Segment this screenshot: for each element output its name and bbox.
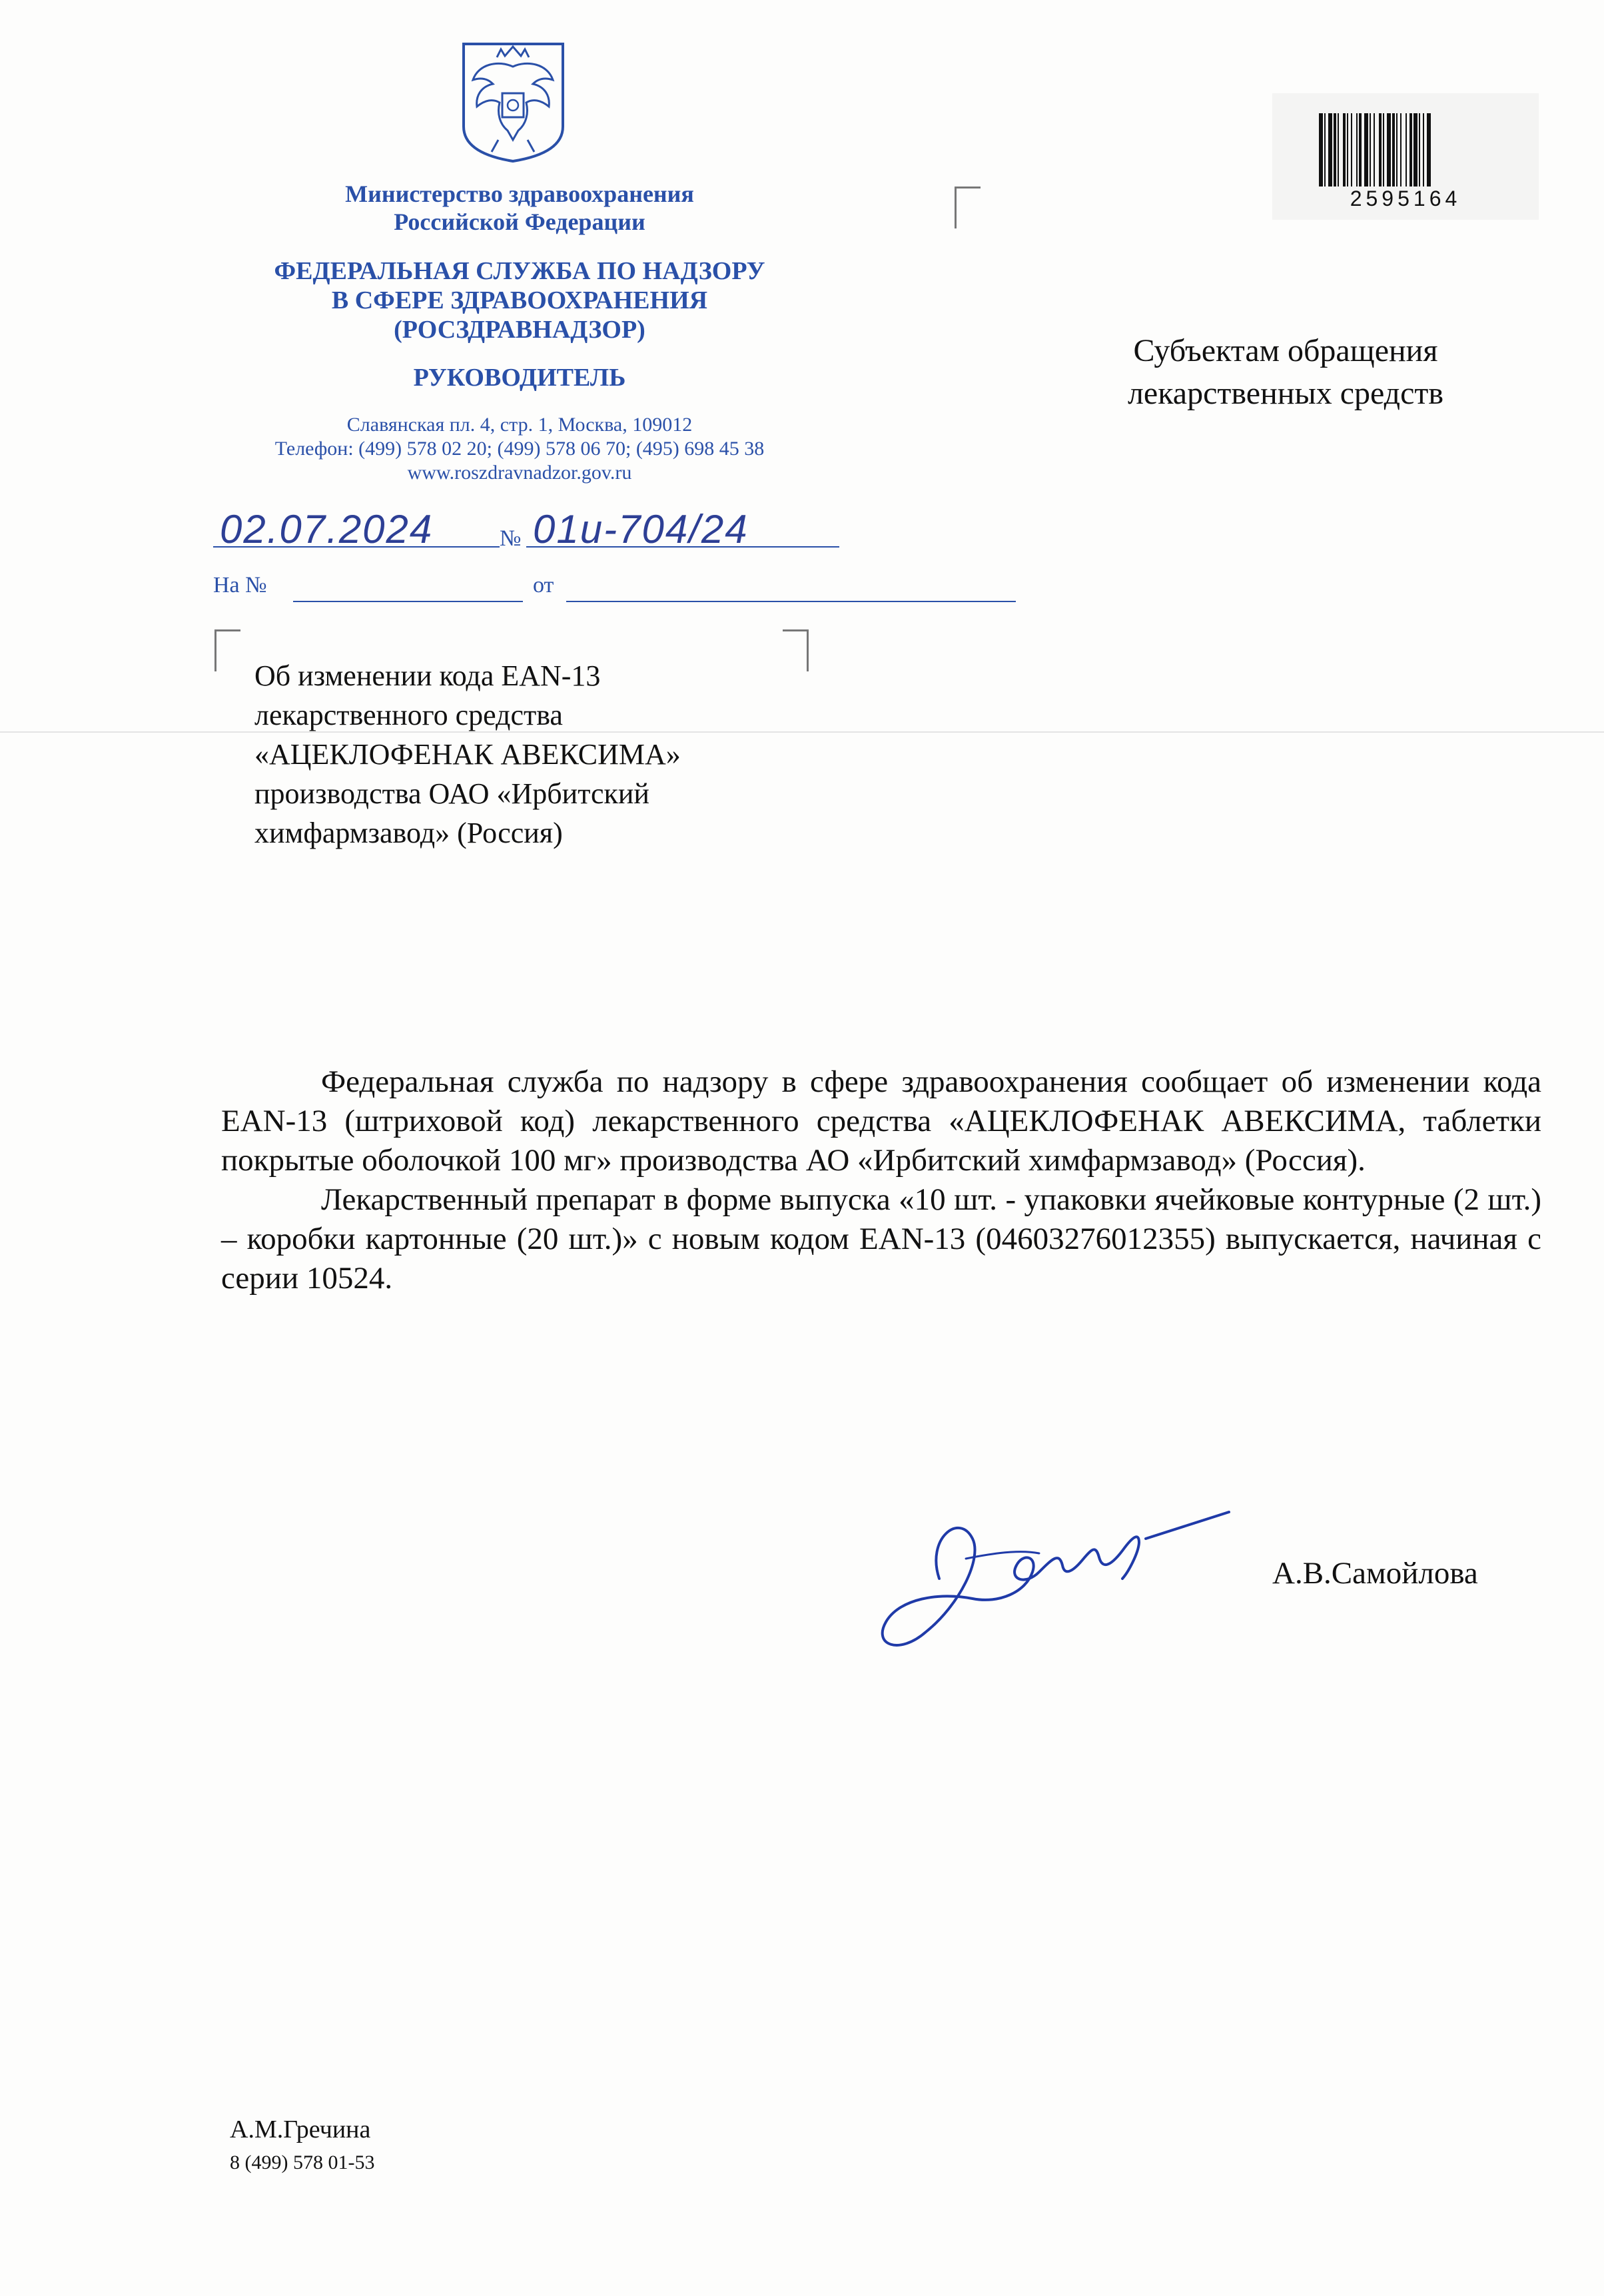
barcode-bar xyxy=(1392,113,1395,187)
barcode-number: 2595164 xyxy=(1350,187,1461,210)
handwritten-signature xyxy=(859,1479,1232,1659)
ministry-name xyxy=(187,180,853,236)
phone-numbers: Телефон: (499) 578 02 20; (499) 578 06 70; (495) 698 45 38 xyxy=(274,438,765,460)
barcode-bar xyxy=(1324,113,1326,187)
barcode-bar xyxy=(1400,113,1402,187)
subject-line-1: Об изменении кода EAN-13 xyxy=(254,659,601,692)
coat-of-arms-emblem xyxy=(458,40,568,164)
barcode-bar xyxy=(1343,113,1346,187)
barcode-bar xyxy=(1347,113,1348,187)
barcode-bar xyxy=(1387,113,1391,187)
registration-number: 01и-704/24 xyxy=(533,507,749,552)
registration-date: 02.07.2024 xyxy=(220,507,434,552)
recipient-line-2: лекарственных средств xyxy=(1127,376,1444,411)
subject-corner-mark-left xyxy=(214,629,240,671)
barcode-bar xyxy=(1319,113,1323,187)
barcode-bar xyxy=(1328,113,1332,187)
barcode-bar xyxy=(1419,113,1420,187)
subject-line-5: химфармзавод» (Россия) xyxy=(254,817,563,849)
barcode-bar xyxy=(1405,113,1407,187)
barcode-bar xyxy=(1338,113,1339,187)
barcode-bar xyxy=(1379,113,1382,187)
barcode-bar xyxy=(1351,113,1352,187)
number-sign: № xyxy=(500,526,522,551)
subject-line-4: производства ОАО «Ирбитский xyxy=(254,777,649,810)
subject-line-3: «АЦЕКЛОФЕНАК АВЕКСИМА» xyxy=(254,738,681,771)
barcode-bar xyxy=(1359,113,1362,187)
reply-date-line xyxy=(566,601,1016,602)
agency-line-3: (РОСЗДРАВНАДЗОР) xyxy=(394,316,645,344)
executor-name: А.М.Гречина xyxy=(230,2115,371,2143)
agency-line-2: В СФЕРЕ ЗДРАВООХРАНЕНИЯ xyxy=(331,286,708,314)
executor-phone: 8 (499) 578 01-53 xyxy=(230,2151,375,2173)
ministry-line-1: Министерство здравоохранения xyxy=(345,181,694,207)
agency-line-1: ФЕДЕРАЛЬНАЯ СЛУЖБА ПО НАДЗОРУ xyxy=(274,257,765,285)
recipient-line-1: Субъектам обращения xyxy=(1133,333,1438,368)
barcode-bar xyxy=(1409,113,1412,187)
address: Славянская пл. 4, стр. 1, Москва, 109012 xyxy=(346,414,693,436)
barcode-bar xyxy=(1427,113,1431,187)
signer-name: А.В.Самойлова xyxy=(1272,1556,1478,1591)
barcode-label xyxy=(1272,93,1539,220)
letter-body xyxy=(221,1062,1541,1298)
barcode xyxy=(1319,113,1492,187)
barcode-bar xyxy=(1396,113,1398,187)
address-corner-mark xyxy=(955,187,981,228)
reply-label: На № xyxy=(213,573,267,597)
reply-number-line xyxy=(293,601,523,602)
barcode-bar xyxy=(1364,113,1368,187)
barcode-bar xyxy=(1383,113,1384,187)
barcode-bar xyxy=(1374,113,1375,187)
barcode-bar xyxy=(1370,113,1371,187)
website: www.roszdravnadzor.gov.ru xyxy=(407,462,632,484)
barcode-bar xyxy=(1334,113,1336,187)
barcode-bar xyxy=(1413,113,1417,187)
recipient-block xyxy=(1052,330,1519,415)
barcode-bar xyxy=(1423,113,1424,187)
body-paragraph-2: Лекарственный препарат в форме выпуска «10 шт. - упаковки ячейковые контурные (2 шт.) – коробки картонные (20 шт.)» с новым кодом EAN-13 (04603276012355) выпускается, начиная с серии 10524. xyxy=(221,1182,1541,1296)
registration-row xyxy=(213,506,879,560)
body-paragraph-1: Федеральная служба по надзору в сфере здравоохранения сообщает об изменении кода EAN-13 (штриховой код) лекарственного средства «АЦЕКЛОФЕНАК АВЕКСИМА, таблетки покрытые оболочкой 100 мг» производства АО «Ирбитский химфармзавод» (Россия). xyxy=(221,1064,1541,1178)
contact-block xyxy=(187,413,853,485)
ministry-line-2: Российской Федерации xyxy=(394,208,645,235)
subject-block xyxy=(254,656,854,853)
barcode-bar xyxy=(1356,113,1358,187)
subject-line-2: лекарственного средства xyxy=(254,699,563,731)
head-title: РУКОВОДИТЕЛЬ xyxy=(413,364,626,392)
agency-name xyxy=(187,256,853,344)
reply-from-label: от xyxy=(533,573,554,597)
